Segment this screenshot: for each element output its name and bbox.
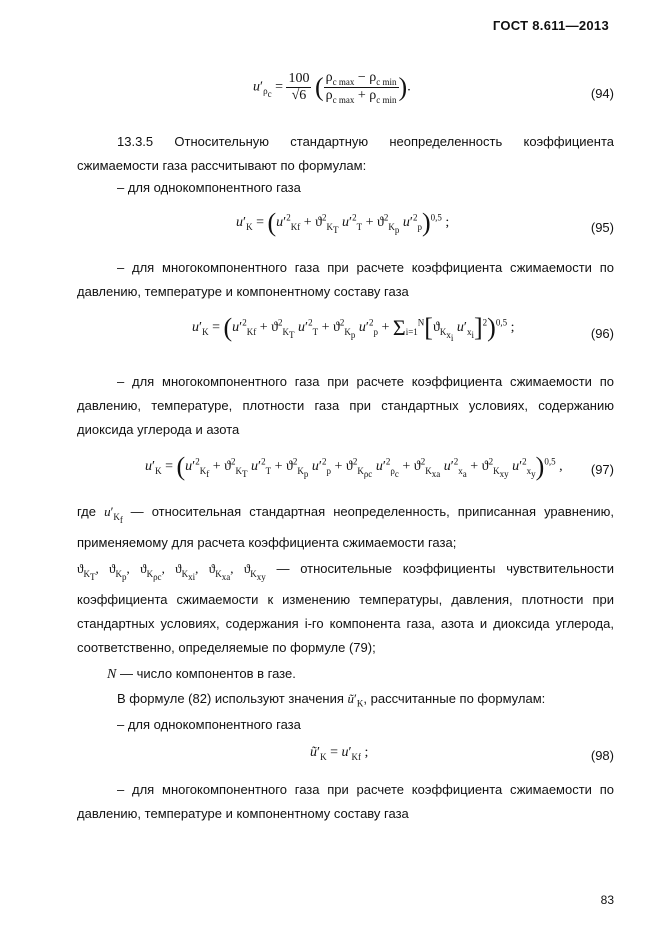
equation-95: $u'_K = (u'^2_{Kf} + ϑ^2_{K_T}$ $u'^2_T + ϑ^2_{K_p}$ $u'^2_p)^{0,5}$ ; [236, 208, 450, 237]
equation-number: (98) [590, 748, 614, 763]
page-number: 83 [600, 893, 614, 907]
equation-96: $u'_K = (u'^2_{Kf} + ϑ^2_{K_T}$ $u'^2_T + ϑ^2_{K_p}$ $u'^2_p + \Sigma_{i=1}^N[ϑ_{K_{x_i}}$ $u'_{x_i}]^2)^{0,5}$ ; [192, 313, 515, 343]
n-line: N — число компонентов в газе. [107, 666, 296, 682]
paragraph-multi-pt-2: – для многокомпонентного газа при расчете коэффициента сжимаемости по давлению, температуре и компонентному составу газа [77, 782, 614, 821]
paragraph-multi-pt: – для многокомпонентного газа при расчете коэффициента сжимаемости по давлению, температуре и компонентному составу газа [77, 260, 614, 299]
formula82-line: В формуле (82) используют значения $ũ'_K$, рассчитанные по формулам: [117, 691, 546, 709]
equation-number: (95) [590, 220, 614, 235]
equation-number: (94) [590, 86, 614, 101]
where-line: где $u'_{K_f}$ — относительная стандартная неопределенность, приписанная уравнению, применяемому для расчета коэффициента сжимаемости газа; [77, 504, 614, 551]
page-header: ГОСТ 8.611—2013 [492, 18, 609, 33]
where-prefix: где [77, 504, 96, 519]
equation-number: (97) [590, 462, 614, 477]
sensitivity-paragraph: $ϑ_{K_T}$, $ϑ_{K_p}$, $ϑ_{K_{\rho c}}$, $ϑ_{K_{xi}}$, $ϑ_{K_{xa}}$, $ϑ_{K_{xy}}$ — относительные коэффициенты чувствительности коэффициента сжимаемости к изменению температуры, давления, плотности при стандартных условиях, содержания i-го компонента газа, азота и диоксида углерода, соответственно, определяемые по формуле (79); [77, 561, 614, 656]
sensitivity-text: — относительные коэффициенты чувствительности коэффициента сжимаемости к изменению температуры, давления, плотности при стандартных условиях, содержания i-го компонента газа, азота и диоксида углерода, соответственно, определяемые по формуле (79); [77, 561, 614, 656]
list-item-single: – для однокомпонентного газа [117, 180, 301, 195]
formula82-prefix: В формуле (82) используют значения [117, 691, 344, 706]
n-text: — число компонентов в газе. [119, 666, 296, 681]
equation-94: $u'_{\rho_c}$ = $\frac{100}{√6}$ ( $\frac{\rho_{c max} - \rho_{c min}}{\rho_{c max} + \rho_{c min}}$ ). [253, 70, 411, 105]
equation-97: $u'_K = (u'^2_{K_f} + ϑ^2_{K_T}$ $u'^2_T + ϑ^2_{K_p}$ $u'^2_p + ϑ^2_{K_{\rho c}}$ $u'^2_{\rho_c} + ϑ^2_{K_{xa}}$ $u'^2_{x_a} + ϑ^2_{K_{xy}}$ $u'^2_{x_y})^{0,5}$ , [145, 452, 563, 481]
equation-number: (96) [590, 326, 614, 341]
where-text: — относительная стандартная неопределенность, приписанная уравнению, применяемому для расчета коэффициента сжимаемости газа; [77, 504, 614, 551]
equation-98: $ũ'_K = u'_{Kf}$ ; [310, 745, 369, 762]
formula82-suffix: , рассчитанные по формулам: [363, 691, 546, 706]
paragraph-multi-full: – для многокомпонентного газа при расчете коэффициента сжимаемости по давлению, температуре, плотности газа при стандартных условиях, содержанию диоксида углерода и азота [77, 374, 614, 437]
paragraph-13-3-5: 13.3.5 Относительную стандартную неопределенность коэффициента сжимаемости газа рассчитывают по формулам: [77, 134, 614, 173]
list-item-single-2: – для однокомпонентного газа [117, 717, 301, 732]
